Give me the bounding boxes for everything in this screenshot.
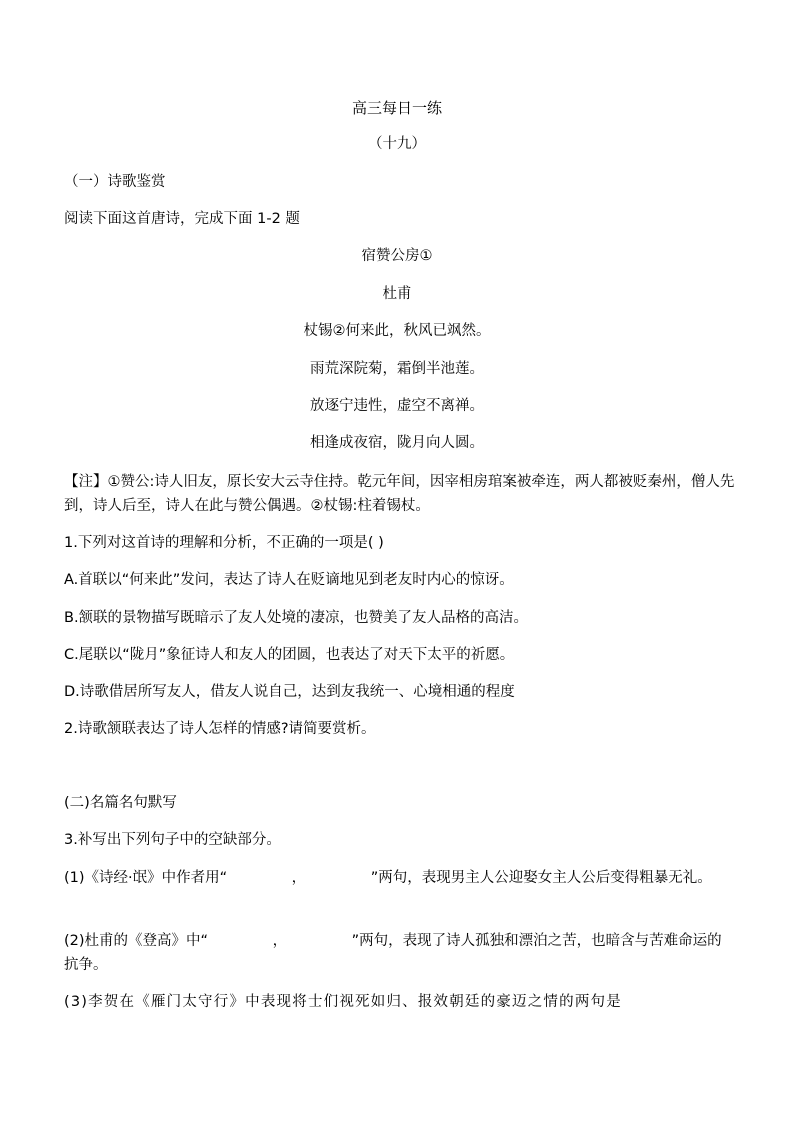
question-2-stem: 2.诗歌颔联表达了诗人怎样的情感?请简要赏析。 bbox=[64, 721, 376, 737]
question-3-item-1: (1)《诗经·氓》中作者用“ ， ”两句，表现男主人公迎娶女主人公后变得粗暴无礼。 bbox=[64, 870, 712, 886]
question-1-option-d: D.诗歌借居所写友人，借友人说自己，达到友我统一、心境相通的程度 bbox=[64, 684, 515, 700]
poem-line: 杖锡②何来此，秋风已飒然。 bbox=[303, 323, 491, 339]
question-1-option-b: B.颔联的景物描写既暗示了友人处境的凄凉，也赞美了友人品格的高洁。 bbox=[64, 610, 529, 626]
question-1-stem: 1.下列对这首诗的理解和分析，不正确的一项是( ) bbox=[64, 535, 384, 551]
question-1-option-c: C.尾联以“陇月”象征诗人和友人的团圆，也表达了对天下太平的祈愿。 bbox=[64, 647, 515, 663]
question-3-item-3: (3)李贺在《雁门太守行》中表现将士们视死如归、报效朝廷的豪迈之情的两句是 bbox=[64, 994, 622, 1010]
poem-note: 【注】①赞公:诗人旧友，原长安大云寺住持。乾元年间，因宰相房琯案被牵连，两人都被贬秦州，僧人先到，诗人后至，诗人在此与赞公偶遇。②杖锡:柱着锡杖。 bbox=[64, 474, 735, 514]
page-title: 高三每日一练 bbox=[351, 99, 442, 117]
question-3-stem: 3.补写出下列句子中的空缺部分。 bbox=[64, 832, 281, 848]
question-1-option-a: A.首联以“何来此”发问，表达了诗人在贬谪地见到老友时内心的惊讶。 bbox=[64, 572, 514, 588]
poem-line: 相逢成夜宿，陇月向人圆。 bbox=[310, 435, 484, 451]
poem-title: 宿赞公房① bbox=[361, 248, 433, 264]
section-heading-recitation: (二)名篇名句默写 bbox=[64, 795, 177, 811]
instruction-text: 阅读下面这首唐诗，完成下面 1-2 题 bbox=[64, 211, 300, 227]
poem-line: 雨荒深院菊，霜倒半池莲。 bbox=[310, 361, 484, 377]
poem-author: 杜甫 bbox=[382, 286, 412, 302]
question-3-item-2: (2)杜甫的《登高》中“ ， ”两句，表现了诗人孤独和漂泊之苦，也暗含与苦难命运的抗争。 bbox=[64, 933, 722, 973]
poem-line: 放逐宁违性，虚空不离禅。 bbox=[310, 398, 484, 414]
section-heading-poetry: （一）诗歌鉴赏 bbox=[64, 174, 166, 190]
page-subtitle: （十九） bbox=[368, 136, 426, 152]
